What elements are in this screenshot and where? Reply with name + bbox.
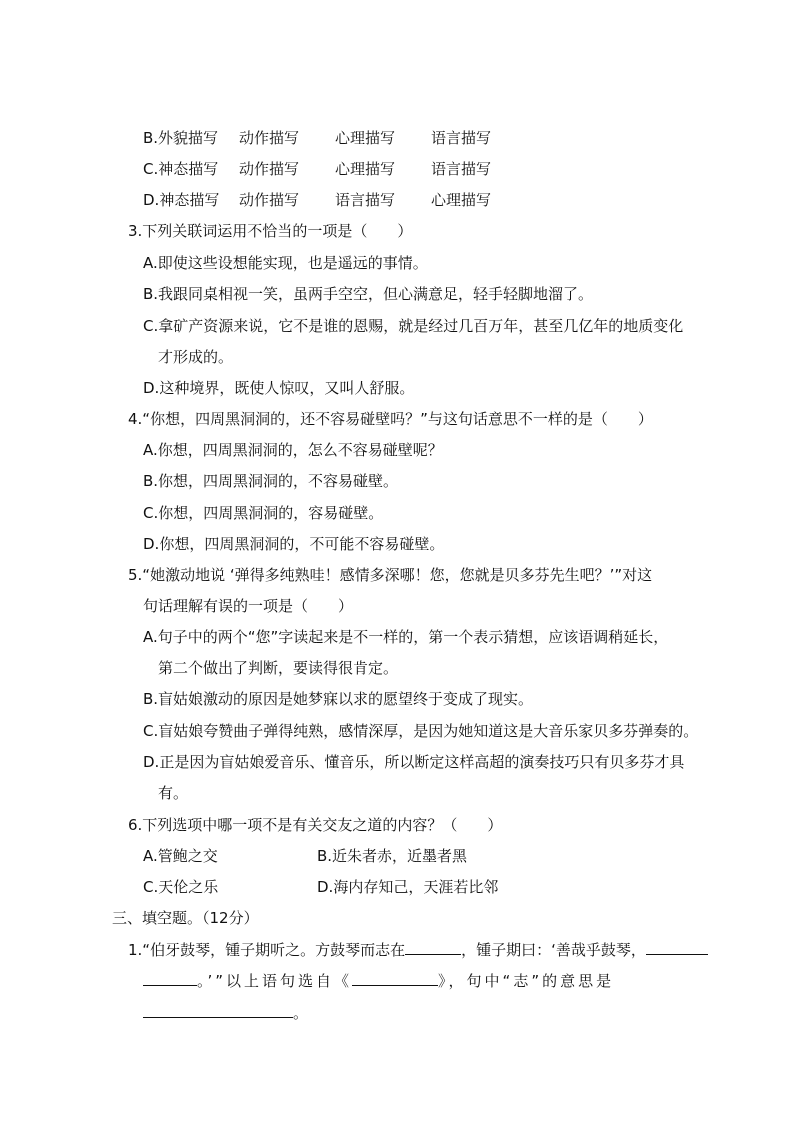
q3-option-c: C.拿矿产资源来说，它不是谁的恩赐，就是经过几百万年，甚至几亿年的地质变化 <box>143 317 684 335</box>
fill-q1-line3: 。 <box>143 1003 308 1023</box>
q4-option-d: D.你想，四周黑洞洞的，不可能不容易碰壁。 <box>143 535 445 553</box>
q5-option-d-cont: 有。 <box>158 784 189 802</box>
q6-option-c: C.天伦之乐 <box>143 878 219 896</box>
q3-option-a: A.即使这些设想能实现，也是遥远的事情。 <box>143 254 428 272</box>
q4-option-c: C.你想，四周黑洞洞的，容易碰壁。 <box>143 504 384 522</box>
q3-option-c-cont: 才形成的。 <box>158 348 234 366</box>
option-label: B.外貌描写 <box>143 129 219 147</box>
q2-option-b: B.外貌描写 动作描写 心理描写 语言描写 <box>143 129 492 147</box>
fill-q1-line2: 。’”以上语句选自《 》，句中“志”的意思是 <box>143 971 614 991</box>
section-heading: 三、填空题。（12分） <box>112 909 259 927</box>
q2-option-c: C.神态描写 动作描写 心理描写 语言描写 <box>143 160 492 178</box>
q6-option-d: D.海内存知己，天涯若比邻 <box>317 878 499 896</box>
q6-stem: 6.下列选项中哪一项不是有关交友之道的内容？（ ） <box>128 816 503 834</box>
q5-option-c: C.盲姑娘夸赞曲子弹得纯熟，感情深厚，是因为她知道这是大音乐家贝多芬弹奏的。 <box>143 722 699 740</box>
fill-q1-line1: 1.“伯牙鼓琴，锺子期听之。方鼓琴而志在 ，锺子期曰：‘善哉乎鼓琴， <box>128 940 708 960</box>
q5-option-a-cont: 第二个做出了判断，要读得很肯定。 <box>158 659 399 677</box>
answer-blank-3[interactable] <box>352 971 438 986</box>
q5-stem: 5.“她激动地说 ‘弹得多纯熟哇！感情多深哪！您，您就是贝多芬先生吧？’”对这 <box>128 566 653 584</box>
q6-options-row2 <box>143 877 498 897</box>
q4-option-b: B.你想，四周黑洞洞的，不容易碰壁。 <box>143 472 399 490</box>
answer-blank-4[interactable] <box>143 1003 293 1018</box>
q3-stem: 3.下列关联词运用不恰当的一项是（ ） <box>128 222 413 240</box>
q5-stem-cont: 句话理解有误的一项是（ ） <box>143 597 354 615</box>
q2-option-d: D.神态描写 动作描写 语言描写 心理描写 <box>143 191 492 209</box>
answer-blank-2-cont[interactable] <box>143 971 197 986</box>
q4-stem: 4.“你想，四周黑洞洞的，还不容易碰壁吗？”与这句话意思不一样的是（ ） <box>128 410 653 428</box>
q5-option-d: D.正是因为盲姑娘爱音乐、懂音乐，所以断定这样高超的演奏技巧只有贝多芬才具 <box>143 753 685 771</box>
q6-option-a: A.管鲍之交 <box>143 847 218 865</box>
q6-option-b: B.近朱者赤，近墨者黑 <box>317 847 468 865</box>
answer-blank-1[interactable] <box>405 940 461 955</box>
q5-option-a: A.句子中的两个“您”字读起来是不一样的，第一个表示猜想，应该语调稍延长， <box>143 628 669 646</box>
q3-option-b: B.我跟同桌相视一笑，虽两手空空，但心满意足，轻手轻脚地溜了。 <box>143 285 594 303</box>
q6-options-row1 <box>143 846 467 866</box>
q4-option-a: A.你想，四周黑洞洞的，怎么不容易碰壁呢？ <box>143 441 443 459</box>
q3-option-d: D.这种境界，既使人惊叹，又叫人舒服。 <box>143 379 415 397</box>
answer-blank-2[interactable] <box>646 940 708 955</box>
q5-option-b: B.盲姑娘激动的原因是她梦寐以求的愿望终于变成了现实。 <box>143 690 534 708</box>
